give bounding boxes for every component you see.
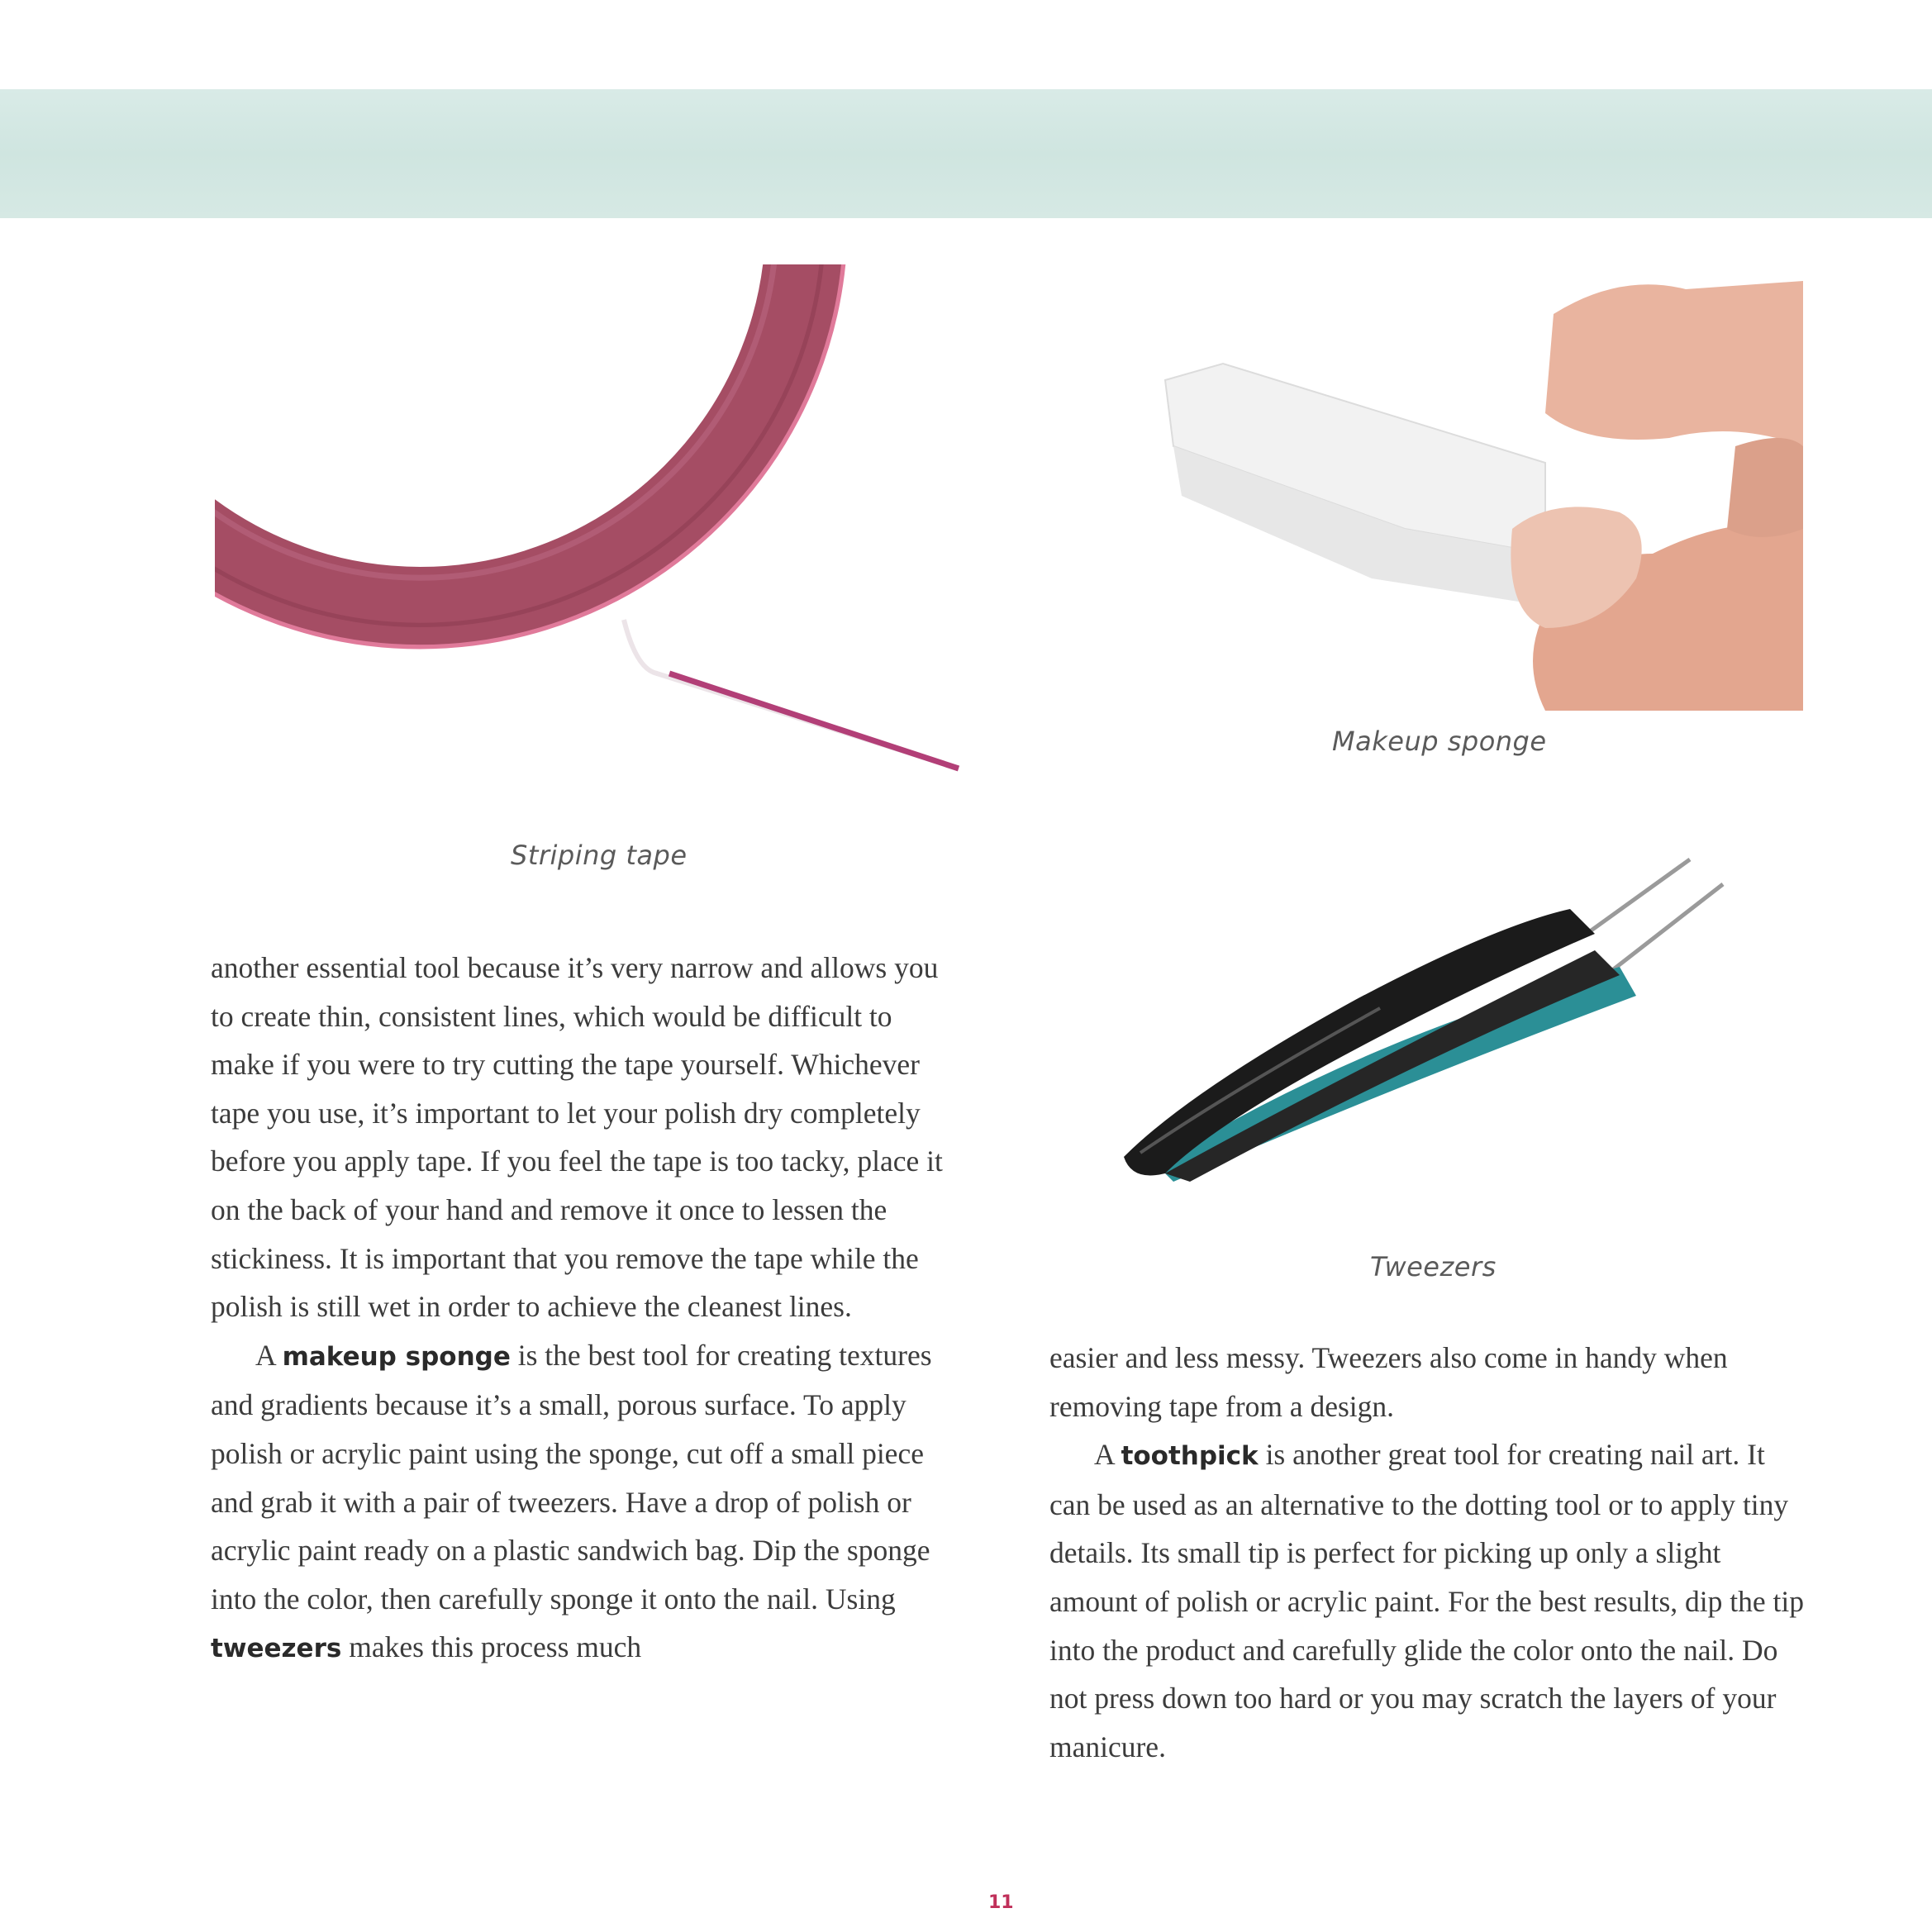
left-text-column bbox=[211, 944, 954, 1673]
left-paragraph-2 bbox=[211, 1331, 954, 1673]
right-paragraph-1: easier and less messy. Tweezers also come in handy when removing tape from a design. bbox=[1049, 1341, 1728, 1423]
text-segment: A bbox=[1094, 1438, 1121, 1472]
right-text-column bbox=[1049, 1334, 1806, 1771]
striping-tape-image bbox=[207, 256, 983, 785]
caption-striping-tape: Striping tape bbox=[511, 840, 688, 871]
caption-makeup-sponge: Makeup sponge bbox=[1332, 726, 1547, 757]
term-makeup-sponge: makeup sponge bbox=[282, 1341, 511, 1372]
left-paragraph-1: another essential tool because it’s very narrow and allows you to create thin, consistent lines, which would be difficult to make if you were to try cutting the tape yourself. Whichever tape you use, it’s important to let your polish dry completely before you apply tape. If you feel the tape is too tacky, place it on the back of your hand and remove it once to lessen the stickiness. It is important that you remove the tape while the polish is still wet in order to achieve the cleanest lines. bbox=[211, 951, 943, 1324]
text-segment: is another great tool for creating nail art. It can be used as an alternative to the dotting tool or to apply tiny details. Its small tip is perfect for picking up only a slight amount of polish or acrylic paint. For the best results, dip the tip into the product and carefully glide the color onto the nail. Do not press down too hard or you may scratch the layers of your manicure. bbox=[1049, 1438, 1804, 1763]
text-segment: is the best tool for creating textures and gradients because it’s a small, porous surface. To apply polish or acrylic paint using the sponge, cut off a small piece and grab it with a pair of tweezers. Have a drop of polish or acrylic paint ready on a plastic sandwich bag. Dip the sponge into the color, then carefully sponge it onto the nail. Using bbox=[211, 1338, 932, 1616]
page-number: 11 bbox=[988, 1892, 1014, 1913]
caption-tweezers: Tweezers bbox=[1370, 1251, 1497, 1282]
top-decorative-band bbox=[0, 89, 1932, 218]
text-segment: A bbox=[255, 1338, 283, 1372]
right-paragraph-2 bbox=[1049, 1430, 1806, 1771]
text-segment: makes this process much bbox=[341, 1630, 642, 1664]
term-tweezers: tweezers bbox=[211, 1634, 342, 1664]
makeup-sponge-image bbox=[1157, 281, 1803, 711]
tweezers-image bbox=[1107, 843, 1727, 1206]
term-toothpick: toothpick bbox=[1121, 1441, 1259, 1472]
